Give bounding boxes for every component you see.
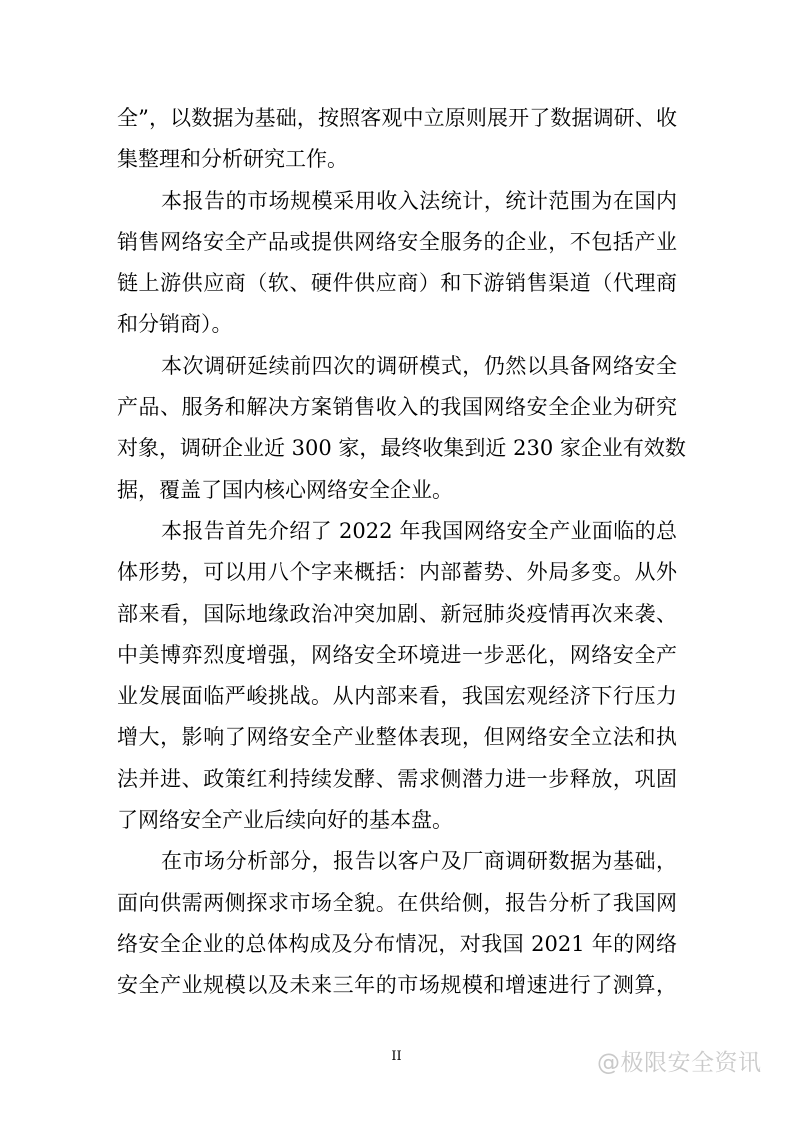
page-number: II [391,1049,402,1064]
text-line: 在市场分析部分，报告以客户及厂商调研数据为基础， [161,849,677,874]
text-line: 了网络安全产业后续向好的基本盘。 [117,808,453,833]
text-line: 络安全企业的总体构成及分布情况，对我国 2021 年的网络 [117,931,677,956]
text-line: 本报告首先介绍了 2022 年我国网络安全产业面临的总 [161,518,677,543]
text-line: 法并进、政策红利持续发酵、需求侧潜力进一步释放，巩固 [117,766,677,791]
text-line: 本次调研延续前四次的调研模式，仍然以具备网络安全 [161,353,677,378]
text-line: 业发展面临严峻挑战。从内部来看，我国宏观经济下行压力 [117,684,677,709]
text-line: 链上游供应商（软、硬件供应商）和下游销售渠道（代理商 [117,271,677,296]
text-line: 对象，调研企业近 300 家，最终收集到近 230 家企业有效数 [117,436,686,461]
text-line: 和分销商）。 [117,312,233,337]
text-line: 销售网络安全产品或提供网络安全服务的企业，不包括产业 [117,229,677,254]
text-line: 面向供需两侧探求市场全貌。在供给侧，报告分析了我国网 [117,890,677,915]
text-line: 部来看，国际地缘政治冲突加剧、新冠肺炎疫情再次来袭、 [117,601,677,626]
text-line: 产品、服务和解决方案销售收入的我国网络安全企业为研究 [117,395,677,420]
text-line: 本报告的市场规模采用收入法统计，统计范围为在国内 [161,188,677,213]
text-line: 增大，影响了网络安全产业整体表现，但网络安全立法和执 [117,725,677,750]
text-line: 中美博弈烈度增强，网络安全环境进一步恶化，网络安全产 [117,642,677,667]
text-line: 全”，以数据为基础，按照客观中立原则展开了数据调研、收 [117,106,677,130]
text-line: 体形势，可以用八个字来概括：内部蓄势、外局多变。从外 [117,560,677,585]
text-line: 据，覆盖了国内核心网络安全企业。 [117,477,453,502]
body-text [117,98,686,1007]
text-line: 安全产业规模以及未来三年的市场规模和增速进行了测算， [117,973,677,998]
watermark: @极限安全资讯 [597,1050,762,1076]
text-line: 集整理和分析研究工作。 [117,147,348,172]
